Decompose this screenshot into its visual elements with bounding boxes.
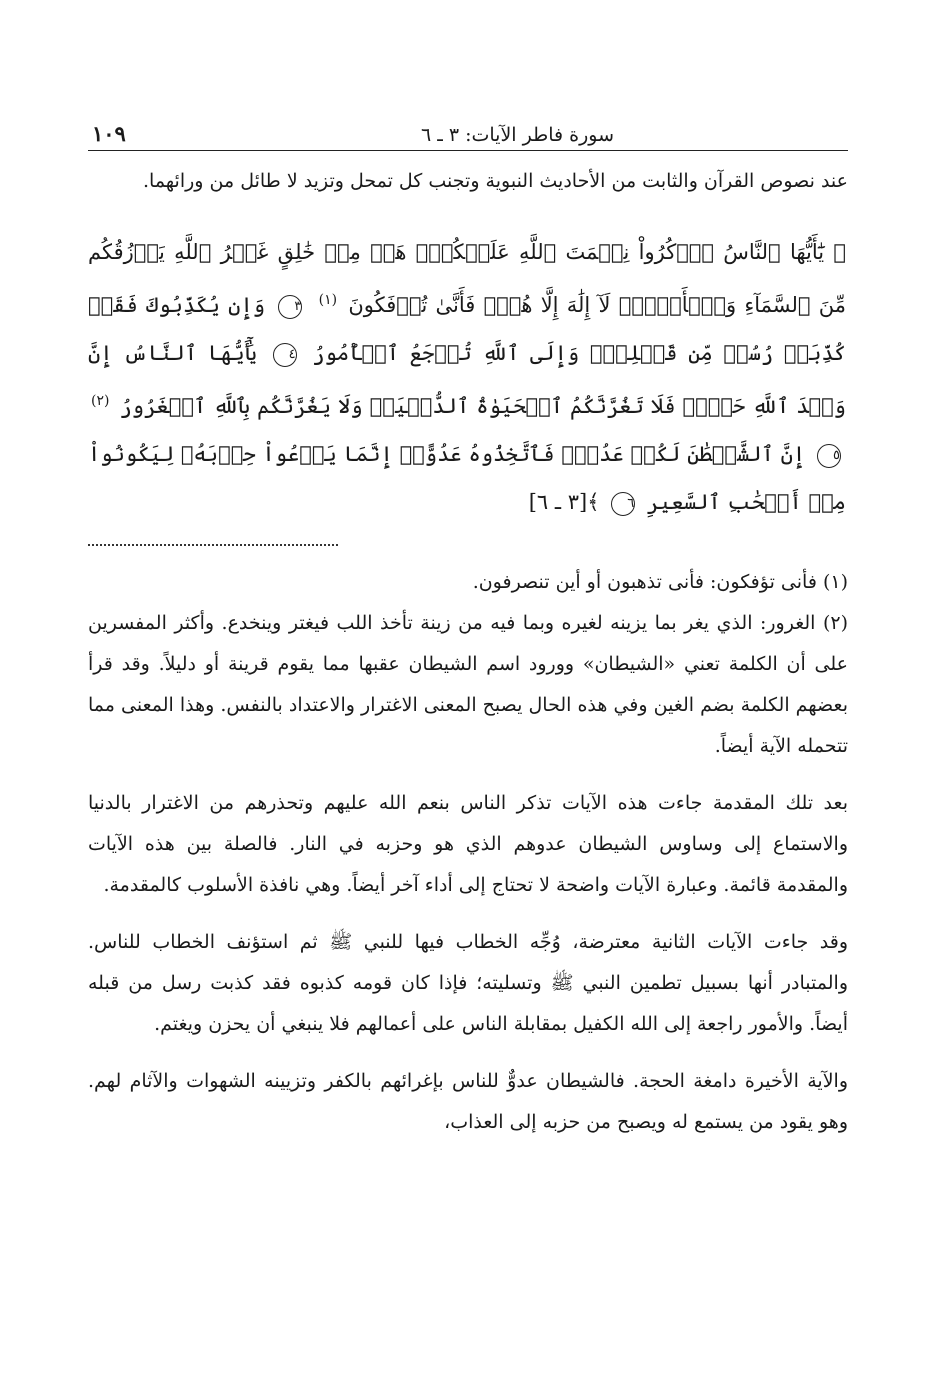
- footnote-ref-1: (١): [318, 292, 338, 308]
- verse-number-5: ٥: [817, 444, 841, 468]
- commentary-paragraph-1: بعد تلك المقدمة جاءت هذه الآيات تذكر الناس بنعم الله عليهم وتحذرهم من الاغترار بالدنيا والاستماع إلى وساوس الشيطان عدوهم الذي هو وحزبه في النار. فالصلة بين هذه الآيات والمقدمة قائمة. وعبارة الآيات واضحة لا تحتاج إلى أداء آخر أيضاً. وهي نافذة الأسلوب كالمقدمة.: [88, 792, 848, 896]
- footnote-ref-2: (٢): [91, 393, 110, 409]
- page-number: ١٠٩: [92, 121, 126, 146]
- book-page: [88, 112, 848, 1159]
- footnote-separator: [88, 544, 338, 546]
- verse-4: وَإِن يُكَذِّبُوكَ فَقَدۡ كُذِّبَتۡ رُسُلٞ مِّن قَبۡلِكَۚ وَإِلَى ٱللَّهِ تُرۡجَعُ ٱلۡأُمُورُ: [88, 293, 846, 365]
- verse-number-4: ٤: [273, 343, 297, 367]
- footnotes: [88, 562, 848, 767]
- verse-3: ﴿ يَٰٓأَيُّهَا ٱلنَّاسُ ٱذۡكُرُواْ نِعۡمَتَ ٱللَّهِ عَلَيۡكُمۡۚ هَلۡ مِنۡ خَٰلِقٍ غَيۡرُ ٱللَّهِ يَرۡزُقُكُم مِّنَ ٱلسَّمَآءِ وَٱلۡأَرۡضِۚ لَآ إِلَٰهَ إِلَّا هُوَۖ فَأَنَّىٰ تُؤۡفَكُونَ: [88, 240, 846, 317]
- intro-paragraph: عند نصوص القرآن والثابت من الأحاديث النبوية وتجنب كل تمحل وتزيد لا طائل من ورائهما.: [142, 170, 848, 192]
- verse-5: يَٰٓأَيُّهَا ٱلنَّاسُ إِنَّ وَعۡدَ ٱللَّهِ حَقّٞۖ فَلَا تَغُرَّنَّكُمُ ٱلۡحَيَوٰةُ ٱلدُّنۡيَاۖ وَلَا يَغُرَّنَّكُم بِٱللَّهِ ٱلۡغَرُورُ: [88, 341, 846, 418]
- verse-number-3: ٣: [278, 295, 302, 319]
- quran-verses-block: [88, 228, 848, 526]
- commentary-paragraph-2: وقد جاءت الآيات الثانية معترضة، وُجِّه الخطاب فيها للنبي ﷺ ثم استؤنف الخطاب للناس. والمتبادر أنها بسبيل تطمين النبي ﷺ وتسليته؛ فإذا كان قومه كذبوه فقد كذبت رسل من قبله أيضاً. والأمور راجعة إلى الله الكفيل بمقابلة الناس على أعمالهم فلا ينبغي أن يحزن ويغتم.: [88, 931, 848, 1035]
- commentary-body: [88, 783, 848, 1143]
- verses-range-closing: ﴾[٣ ـ ٦]: [528, 490, 600, 514]
- running-title: سورة فاطر الآيات: ٣ ـ ٦: [420, 124, 614, 146]
- footnote-1: (١) فأنى تؤفكون: فأنى تذهبون أو أين تنصرفون.: [472, 571, 848, 593]
- page-header: [88, 112, 848, 151]
- verse-number-6: ٦: [611, 492, 635, 516]
- footnote-2: (٢) الغرور: الذي يغر بما يزينه لغيره وبما فيه من زينة تأخذ اللب فيغتر وينخدع. وأكثر المفسرين على أن الكلمة تعني «الشيطان» وورود اسم الشيطان عقبها مما يقوم قرينة أو دليلاً. وقد قرأ بعضهم الكلمة بضم الغين وفي هذه الحال يصبح المعنى الاغترار والاعتداد بالنفس. وهذا المعنى مما تتحمله الآية أيضاً.: [88, 612, 848, 757]
- commentary-paragraph-3: والآية الأخيرة دامغة الحجة. فالشيطان عدوٌّ للناس بإغرائهم بالكفر وتزيينه الشهوات والآثام لهم. وهو يقود من يستمع له ويصبح من حزبه إلى العذاب،: [88, 1070, 848, 1133]
- verse-6: إِنَّ ٱلشَّيۡطَٰنَ لَكُمۡ عَدُوّٞ فَٱتَّخِذُوهُ عَدُوًّاۚ إِنَّمَا يَدۡعُواْ حِزۡبَهُۥ لِيَكُونُواْ مِنۡ أَصۡحَٰبِ ٱلسَّعِيرِ: [88, 442, 846, 514]
